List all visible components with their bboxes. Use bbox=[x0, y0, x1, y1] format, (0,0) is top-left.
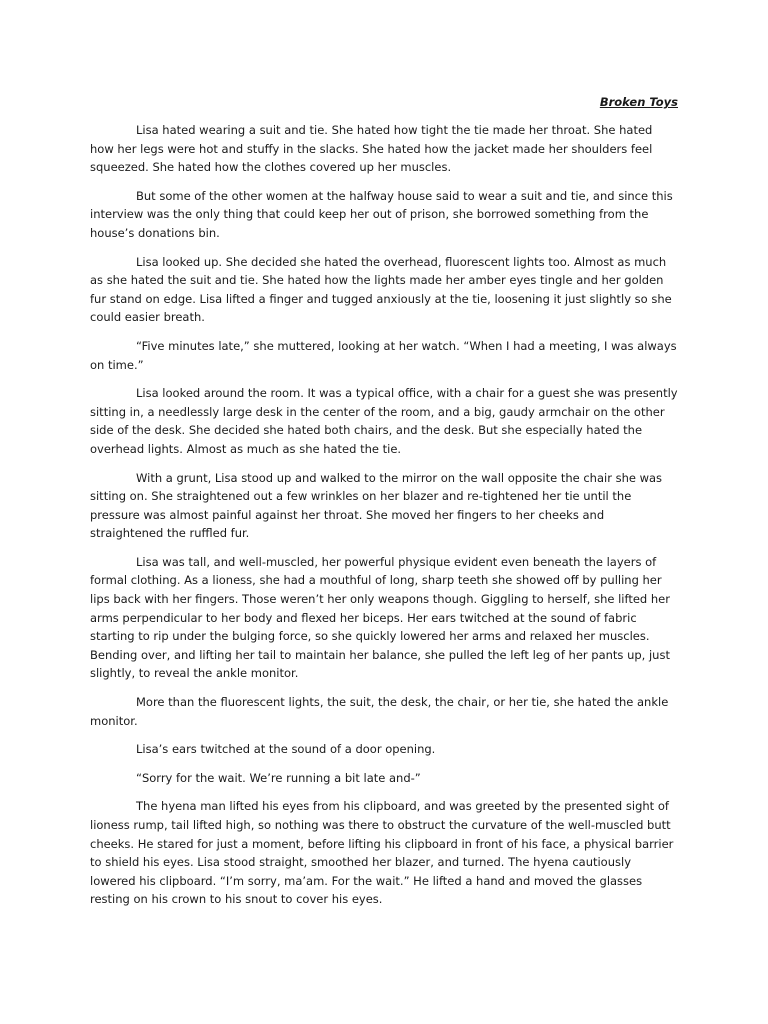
paragraph-10: “Sorry for the wait. We’re running a bit late and-” bbox=[136, 770, 421, 785]
document-title: Broken Toys bbox=[599, 95, 678, 109]
paragraph-7: Lisa was tall, and well-muscled, her powerful physique evident even beneath the layers of formal clothing. As a lioness, she had a mouthful of long, sharp teeth she showed off by pulling her lips back with her fingers. Those weren’t her only weapons though. Giggling to herself, she lifted her arms perpendicular to her body and flexed her biceps. Her ears twitched at the sound of fabric starting to rip under the bulging force, so she quickly lowered her arms and relaxed her muscles. Bending over, and lifting her tail to maintain her balance, she pulled the left leg of her pants up, just slightly, to reveal the ankle monitor. bbox=[90, 554, 670, 681]
paragraph-5: Lisa looked around the room. It was a typical office, with a chair for a guest she was presently sitting in, a needlessly large desk in the center of the room, and a big, gaudy armchair on the other side of the desk. She decided she hated both chairs, and the desk. But she especially hated the overhead lights. Almost as much as she hated the tie. bbox=[90, 386, 678, 456]
paragraph-8: More than the fluorescent lights, the suit, the desk, the chair, or her tie, she hated the ankle monitor. bbox=[90, 695, 669, 728]
paragraph-9: Lisa’s ears twitched at the sound of a door opening. bbox=[136, 742, 436, 757]
paragraph-11: The hyena man lifted his eyes from his clipboard, and was greeted by the presented sight of lioness rump, tail lifted high, so nothing was there to obstruct the curvature of the well-muscled butt cheeks. He stared for just a moment, before lifting his clipboard in front of his face, a physical barrier to shield his eyes. Lisa stood straight, smoothed her blazer, and turned. The hyena cautiously lowered his clipboard. “I’m sorry, ma’am. For the wait.” He lifted a hand and moved the glasses resting on his crown to his snout to cover his eyes. bbox=[90, 799, 674, 907]
paragraph-2: But some of the other women at the halfway house said to wear a suit and tie, and since this interview was the only thing that could keep her out of prison, she borrowed something from the house’s donations bin. bbox=[90, 188, 673, 240]
document-body bbox=[90, 121, 678, 919]
paragraph-6: With a grunt, Lisa stood up and walked to the mirror on the wall opposite the chair she was sitting on. She straightened out a few wrinkles on her blazer and re-tightened her tie until the pressure was almost painful against her throat. She moved her fingers to her cheeks and straightened the ruffled fur. bbox=[90, 470, 663, 541]
document-page bbox=[90, 0, 678, 1024]
paragraph-1: Lisa hated wearing a suit and tie. She hated how tight the tie made her throat. She hated how her legs were hot and stuffy in the slacks. She hated how the jacket made her shoulders feel squeezed. She hated how the clothes covered up her muscles. bbox=[90, 123, 653, 175]
paragraph-4: “Five minutes late,” she muttered, looking at her watch. “When I had a meeting, I was always on time.” bbox=[90, 338, 677, 372]
paragraph-3: Lisa looked up. She decided she hated the overhead, fluorescent lights too. Almost as much as she hated the suit and tie. She hated how the lights made her amber eyes tingle and her golden fur stand on edge. Lisa lifted a finger and tugged anxiously at the tie, loosening it just slightly so she could easier breath. bbox=[90, 254, 672, 325]
